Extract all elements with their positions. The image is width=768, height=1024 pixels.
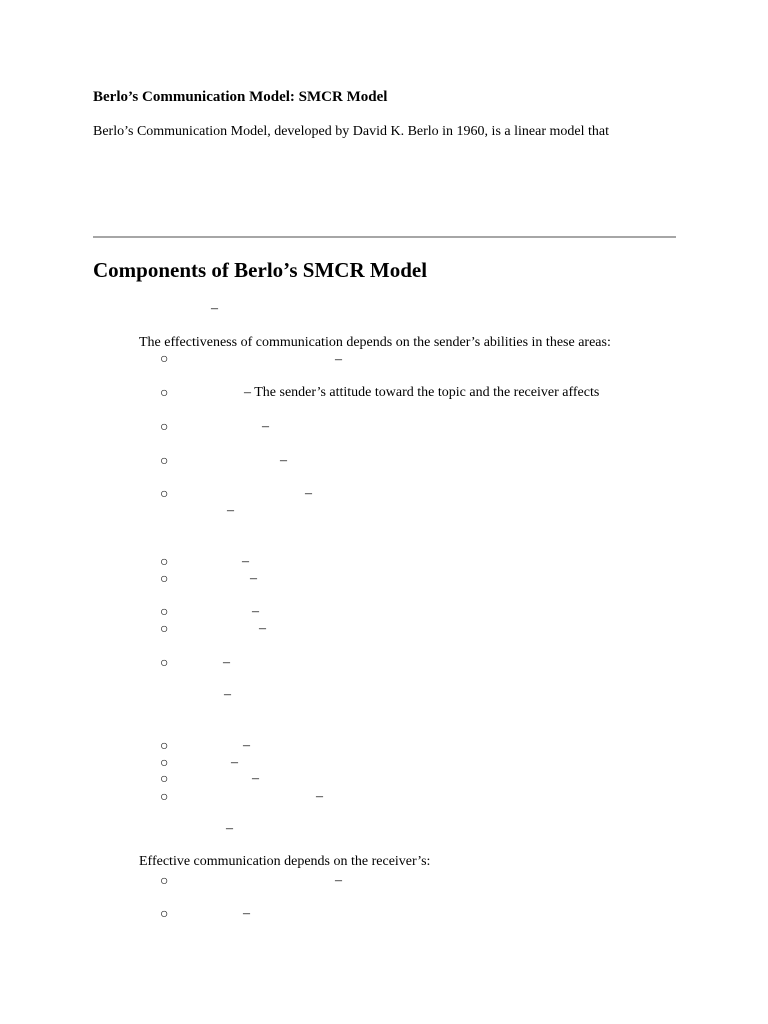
- item-dash: –: [223, 655, 230, 670]
- bullet-icon: ○: [160, 622, 169, 637]
- item-dash: –: [259, 621, 266, 636]
- item-dash: –: [252, 771, 259, 786]
- item-dash: –: [305, 486, 312, 501]
- item-dash: –: [280, 453, 287, 468]
- receiver-intro: Effective communication depends on the receiver’s:: [139, 854, 431, 869]
- item-dash: –: [250, 571, 257, 586]
- horizontal-rule: [93, 236, 676, 238]
- message-dash: –: [227, 503, 234, 518]
- bullet-icon: ○: [160, 454, 169, 469]
- bullet-icon: ○: [160, 874, 169, 889]
- bullet-icon: ○: [160, 605, 169, 620]
- bullet-icon: ○: [160, 352, 169, 367]
- bullet-icon: ○: [160, 572, 169, 587]
- attitudes-item: – The sender’s attitude toward the topic and the receiver affects: [244, 385, 600, 400]
- bullet-icon: ○: [160, 907, 169, 922]
- sender-intro: The effectiveness of communication depends on the sender’s abilities in these areas:: [139, 335, 611, 350]
- sender-dash: –: [211, 301, 218, 316]
- receiver-dash: –: [226, 821, 233, 836]
- item-dash: –: [242, 554, 249, 569]
- bullet-icon: ○: [160, 772, 169, 787]
- document-title: Berlo’s Communication Model: SMCR Model: [93, 89, 388, 105]
- bullet-icon: ○: [160, 656, 169, 671]
- item-dash: –: [316, 789, 323, 804]
- bullet-icon: ○: [160, 739, 169, 754]
- bullet-icon: ○: [160, 487, 169, 502]
- item-dash: –: [243, 738, 250, 753]
- channel-dash: –: [224, 687, 231, 702]
- bullet-icon: ○: [160, 790, 169, 805]
- item-dash: –: [335, 873, 342, 888]
- bullet-icon: ○: [160, 555, 169, 570]
- item-dash: –: [231, 755, 238, 770]
- bullet-icon: ○: [160, 420, 169, 435]
- item-dash: –: [335, 352, 342, 367]
- item-dash: –: [262, 419, 269, 434]
- intro-paragraph: Berlo’s Communication Model, developed by David K. Berlo in 1960, is a linear model that: [93, 124, 609, 139]
- components-heading: Components of Berlo’s SMCR Model: [93, 258, 428, 282]
- item-dash: –: [243, 906, 250, 921]
- bullet-icon: ○: [160, 386, 169, 401]
- item-dash: –: [252, 604, 259, 619]
- bullet-icon: ○: [160, 756, 169, 771]
